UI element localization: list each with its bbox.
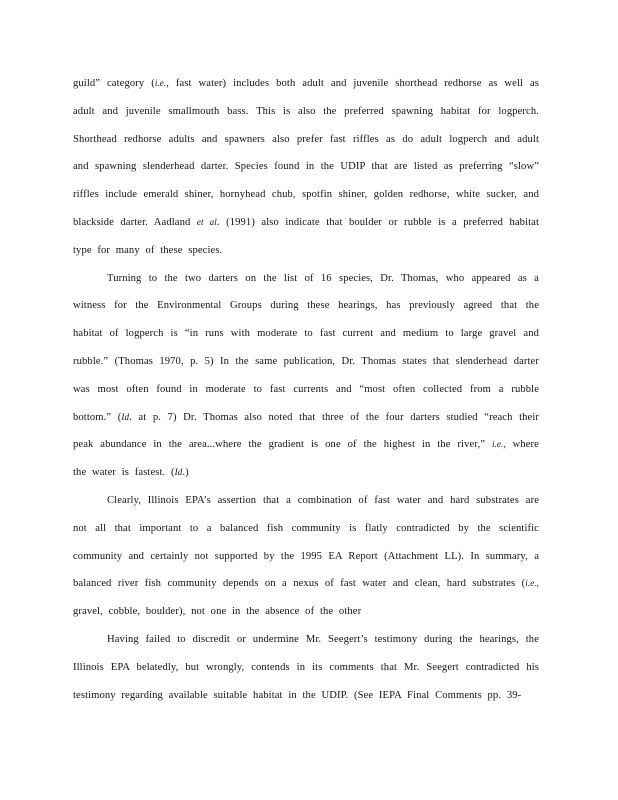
paragraph-1-text-1: guild” category ( xyxy=(73,78,155,89)
paragraph-2-text-4: .) xyxy=(182,467,189,479)
paragraph-1-text-3: . (1991) also indicate that boulder or rubble is a preferred habitat type for many of these species. xyxy=(73,216,539,256)
paragraph-1 xyxy=(73,70,539,265)
paragraph-3-italic-ie: i.e., xyxy=(525,578,539,589)
paragraph-2-italic-ie: i.e., xyxy=(491,439,506,450)
document-body xyxy=(73,70,539,709)
paragraph-1-italic-et-al: et al xyxy=(196,216,217,227)
paragraph-1-italic-ie: i.e. xyxy=(154,78,167,88)
paragraph-4-text-1: Having failed to discredit or undermine Mr. Seegert’s testimony during the hearings, the Illinois EPA belatedly, but wrongly, contends in its comments that Mr. Seegert contradicted his testimony regarding available suitable habitat in the UDIP. (See IEPA Final Comments pp. 39- xyxy=(73,633,539,701)
paragraph-3-text-2: gravel, cobble, boulder), not one in the absence of the other xyxy=(73,606,362,618)
paragraph-2-italic-id-1: Id xyxy=(121,411,130,422)
paragraph-2-text-2: . at p. 7) Dr. Thomas also noted that three of the four darters studied “reach their peak abundance in the area...where the gradient is one of the highest in the river,” xyxy=(73,411,539,451)
paragraph-1-text-2: , fast water) includes both adult and juvenile shorthead redhorse as well as adult and juvenile smallmouth bass. This is also the preferred spawning habitat for logperch. Shorthead redhorse adults and spawners also prefer fast riffles as do adult logperch and adult and spawning slenderhead darter. Species found in the UDIP that are listed as preferring “slow” riffles include emerald shiner, hornyhead chub, spotfin shiner, golden redhorse, white sucker, and blackside darter. Aadland xyxy=(73,78,539,228)
paragraph-3 xyxy=(73,487,539,626)
paragraph-2-italic-id-2: Id xyxy=(174,467,183,478)
paragraph-2-text-1: Turning to the two darters on the list of 16 species, Dr. Thomas, who appeared as a witness for the Environmental Groups during these hearings, has previously agreed that the habitat of logperch is “in runs with moderate to fast current and medium to large gravel and rubble.” (Thomas 1970, p. 5) In the same publication, Dr. Thomas states that slenderhead darter was most often found in moderate to fast currents and “most often collected from a rubble bottom.” ( xyxy=(73,272,539,423)
paragraph-2 xyxy=(73,265,539,487)
paragraph-4 xyxy=(73,626,539,709)
paragraph-2-text-3: where the water is fastest. ( xyxy=(73,439,539,479)
paragraph-3-text-1: Clearly, Illinois EPA’s assertion that a combination of fast water and hard substrates are not all that important to a balanced fish community is flatly contradicted by the scientific community and certainly not supported by the 1995 EA Report (Attachment LL). In summary, a balanced river fish community depends on a nexus of fast water and clean, hard substrates ( xyxy=(73,494,539,590)
